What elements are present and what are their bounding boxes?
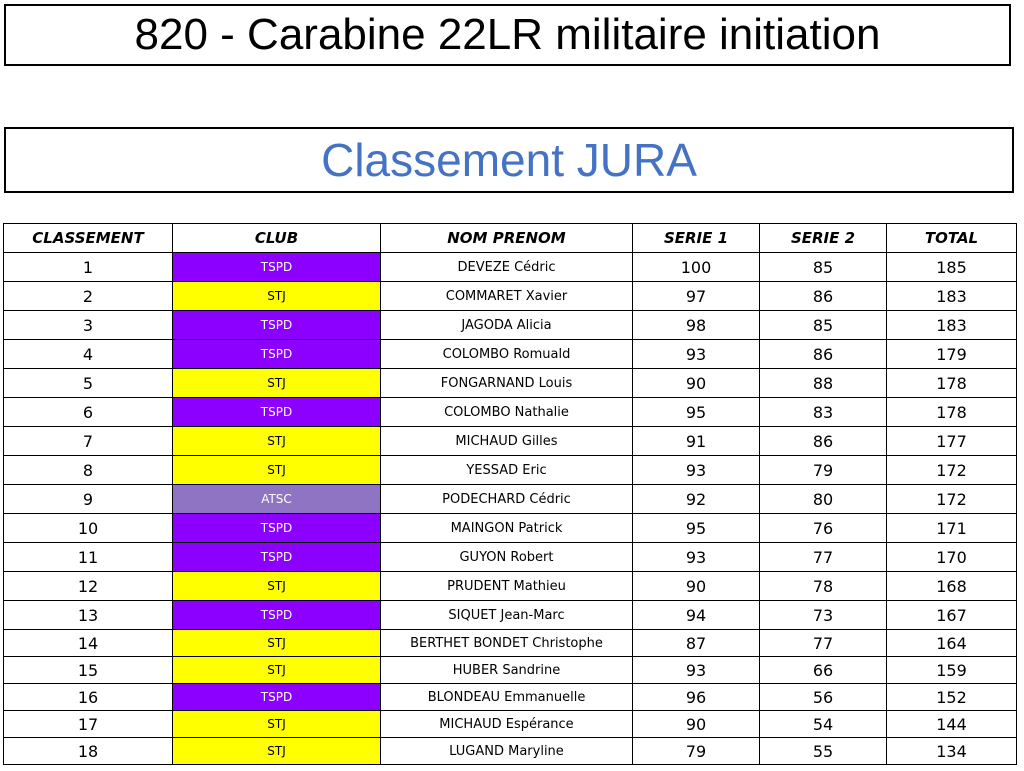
rank-cell: 18 bbox=[4, 738, 173, 765]
page-title: 820 - Carabine 22LR militaire initiation bbox=[4, 4, 1011, 66]
club-cell: TSPD bbox=[173, 601, 381, 630]
rank-cell: 9 bbox=[4, 485, 173, 514]
header-nom-prenom: NOM PRENOM bbox=[381, 224, 633, 253]
club-cell: TSPD bbox=[173, 340, 381, 369]
total-cell: 134 bbox=[887, 738, 1017, 765]
table-row bbox=[4, 369, 1017, 398]
name-cell: LUGAND Maryline bbox=[381, 738, 633, 765]
name-cell: GUYON Robert bbox=[381, 543, 633, 572]
total-cell: 178 bbox=[887, 398, 1017, 427]
table-row bbox=[4, 657, 1017, 684]
name-cell: MICHAUD Gilles bbox=[381, 427, 633, 456]
serie-1-cell: 96 bbox=[633, 684, 760, 711]
table-row bbox=[4, 630, 1017, 657]
name-cell: MAINGON Patrick bbox=[381, 514, 633, 543]
ranking-subtitle: Classement JURA bbox=[4, 127, 1014, 193]
table-row bbox=[4, 738, 1017, 765]
serie-1-cell: 95 bbox=[633, 398, 760, 427]
rank-cell: 16 bbox=[4, 684, 173, 711]
total-cell: 152 bbox=[887, 684, 1017, 711]
serie-2-cell: 86 bbox=[760, 340, 887, 369]
total-cell: 185 bbox=[887, 253, 1017, 282]
serie-1-cell: 93 bbox=[633, 340, 760, 369]
name-cell: JAGODA Alicia bbox=[381, 311, 633, 340]
club-cell: TSPD bbox=[173, 514, 381, 543]
header-classement: CLASSEMENT bbox=[4, 224, 173, 253]
rank-cell: 15 bbox=[4, 657, 173, 684]
table-body bbox=[4, 253, 1017, 765]
name-cell: BERTHET BONDET Christophe bbox=[381, 630, 633, 657]
serie-1-cell: 90 bbox=[633, 711, 760, 738]
club-cell: STJ bbox=[173, 738, 381, 765]
serie-2-cell: 85 bbox=[760, 253, 887, 282]
table-row bbox=[4, 684, 1017, 711]
header-total: TOTAL bbox=[887, 224, 1017, 253]
rank-cell: 5 bbox=[4, 369, 173, 398]
serie-1-cell: 92 bbox=[633, 485, 760, 514]
total-cell: 179 bbox=[887, 340, 1017, 369]
name-cell: HUBER Sandrine bbox=[381, 657, 633, 684]
rank-cell: 11 bbox=[4, 543, 173, 572]
serie-2-cell: 80 bbox=[760, 485, 887, 514]
club-cell: STJ bbox=[173, 572, 381, 601]
serie-1-cell: 94 bbox=[633, 601, 760, 630]
total-cell: 172 bbox=[887, 456, 1017, 485]
total-cell: 167 bbox=[887, 601, 1017, 630]
name-cell: FONGARNAND Louis bbox=[381, 369, 633, 398]
header-serie-2: SERIE 2 bbox=[760, 224, 887, 253]
total-cell: 171 bbox=[887, 514, 1017, 543]
name-cell: COLOMBO Nathalie bbox=[381, 398, 633, 427]
name-cell: BLONDEAU Emmanuelle bbox=[381, 684, 633, 711]
total-cell: 172 bbox=[887, 485, 1017, 514]
rank-cell: 4 bbox=[4, 340, 173, 369]
rank-cell: 14 bbox=[4, 630, 173, 657]
total-cell: 178 bbox=[887, 369, 1017, 398]
rank-cell: 7 bbox=[4, 427, 173, 456]
rank-cell: 2 bbox=[4, 282, 173, 311]
table-row bbox=[4, 543, 1017, 572]
serie-1-cell: 90 bbox=[633, 369, 760, 398]
serie-1-cell: 95 bbox=[633, 514, 760, 543]
table-row bbox=[4, 253, 1017, 282]
table-row bbox=[4, 711, 1017, 738]
rank-cell: 17 bbox=[4, 711, 173, 738]
table-row bbox=[4, 514, 1017, 543]
table-row bbox=[4, 456, 1017, 485]
total-cell: 164 bbox=[887, 630, 1017, 657]
rank-cell: 12 bbox=[4, 572, 173, 601]
serie-2-cell: 56 bbox=[760, 684, 887, 711]
serie-2-cell: 77 bbox=[760, 543, 887, 572]
name-cell: MICHAUD Espérance bbox=[381, 711, 633, 738]
club-cell: TSPD bbox=[173, 684, 381, 711]
table-row bbox=[4, 601, 1017, 630]
club-cell: STJ bbox=[173, 630, 381, 657]
table-row bbox=[4, 427, 1017, 456]
club-cell: STJ bbox=[173, 657, 381, 684]
club-cell: STJ bbox=[173, 427, 381, 456]
serie-2-cell: 54 bbox=[760, 711, 887, 738]
club-cell: TSPD bbox=[173, 311, 381, 340]
ranking-table bbox=[3, 223, 1017, 765]
club-cell: STJ bbox=[173, 456, 381, 485]
serie-1-cell: 97 bbox=[633, 282, 760, 311]
serie-2-cell: 86 bbox=[760, 427, 887, 456]
rank-cell: 8 bbox=[4, 456, 173, 485]
rank-cell: 3 bbox=[4, 311, 173, 340]
club-cell: ATSC bbox=[173, 485, 381, 514]
table-header-row bbox=[4, 224, 1017, 253]
table-row bbox=[4, 282, 1017, 311]
total-cell: 159 bbox=[887, 657, 1017, 684]
rank-cell: 13 bbox=[4, 601, 173, 630]
club-cell: STJ bbox=[173, 711, 381, 738]
serie-1-cell: 93 bbox=[633, 456, 760, 485]
name-cell: PRUDENT Mathieu bbox=[381, 572, 633, 601]
total-cell: 170 bbox=[887, 543, 1017, 572]
club-cell: TSPD bbox=[173, 253, 381, 282]
club-cell: STJ bbox=[173, 282, 381, 311]
serie-1-cell: 91 bbox=[633, 427, 760, 456]
serie-2-cell: 83 bbox=[760, 398, 887, 427]
serie-2-cell: 66 bbox=[760, 657, 887, 684]
serie-2-cell: 73 bbox=[760, 601, 887, 630]
header-club: CLUB bbox=[173, 224, 381, 253]
serie-1-cell: 100 bbox=[633, 253, 760, 282]
serie-1-cell: 79 bbox=[633, 738, 760, 765]
total-cell: 144 bbox=[887, 711, 1017, 738]
total-cell: 177 bbox=[887, 427, 1017, 456]
serie-2-cell: 78 bbox=[760, 572, 887, 601]
table-row bbox=[4, 398, 1017, 427]
serie-2-cell: 55 bbox=[760, 738, 887, 765]
total-cell: 183 bbox=[887, 282, 1017, 311]
serie-2-cell: 76 bbox=[760, 514, 887, 543]
name-cell: SIQUET Jean-Marc bbox=[381, 601, 633, 630]
serie-1-cell: 90 bbox=[633, 572, 760, 601]
total-cell: 183 bbox=[887, 311, 1017, 340]
name-cell: YESSAD Eric bbox=[381, 456, 633, 485]
serie-2-cell: 86 bbox=[760, 282, 887, 311]
serie-1-cell: 93 bbox=[633, 543, 760, 572]
serie-2-cell: 88 bbox=[760, 369, 887, 398]
name-cell: PODECHARD Cédric bbox=[381, 485, 633, 514]
rank-cell: 10 bbox=[4, 514, 173, 543]
name-cell: COLOMBO Romuald bbox=[381, 340, 633, 369]
name-cell: COMMARET Xavier bbox=[381, 282, 633, 311]
serie-1-cell: 98 bbox=[633, 311, 760, 340]
club-cell: STJ bbox=[173, 369, 381, 398]
table-row bbox=[4, 311, 1017, 340]
rank-cell: 6 bbox=[4, 398, 173, 427]
total-cell: 168 bbox=[887, 572, 1017, 601]
serie-2-cell: 79 bbox=[760, 456, 887, 485]
table-row bbox=[4, 572, 1017, 601]
header-serie-1: SERIE 1 bbox=[633, 224, 760, 253]
serie-1-cell: 93 bbox=[633, 657, 760, 684]
serie-1-cell: 87 bbox=[633, 630, 760, 657]
table-row bbox=[4, 485, 1017, 514]
serie-2-cell: 85 bbox=[760, 311, 887, 340]
rank-cell: 1 bbox=[4, 253, 173, 282]
club-cell: TSPD bbox=[173, 543, 381, 572]
serie-2-cell: 77 bbox=[760, 630, 887, 657]
name-cell: DEVEZE Cédric bbox=[381, 253, 633, 282]
table-row bbox=[4, 340, 1017, 369]
club-cell: TSPD bbox=[173, 398, 381, 427]
